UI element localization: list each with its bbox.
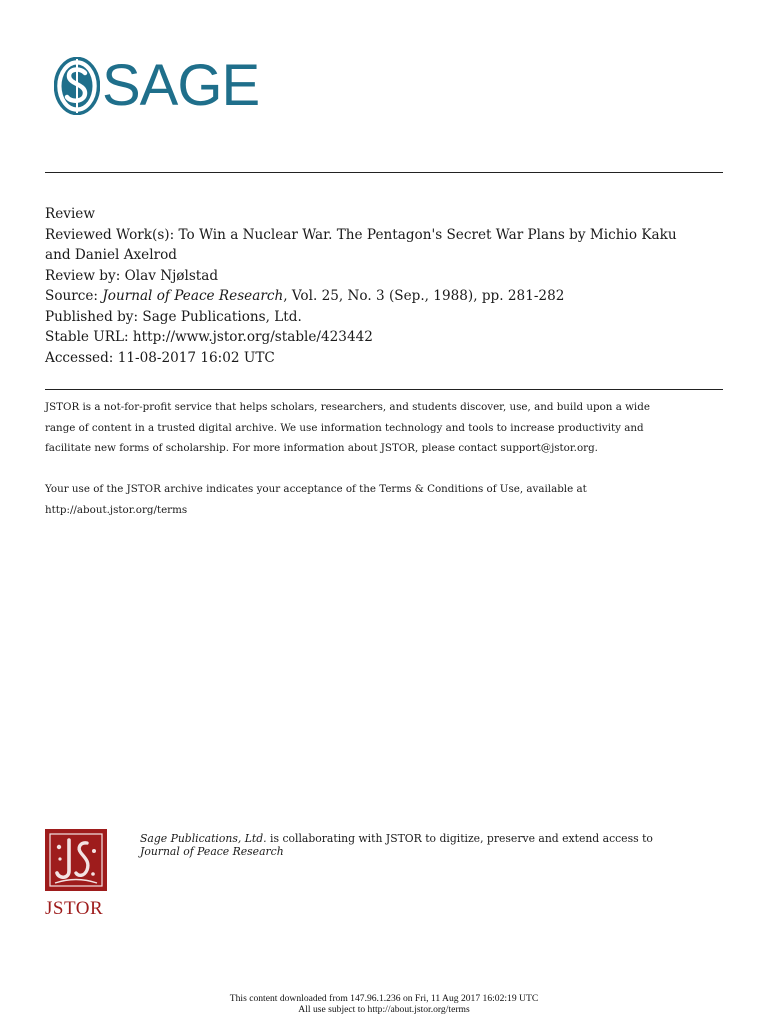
reviewed-works-title: To Win a Nuclear War. The Pentagon's Secret War Plans by Michio Kaku (178, 226, 677, 243)
collab-publisher: Sage Publications, Ltd. (140, 832, 267, 845)
notice-line: facilitate new forms of scholarship. For more information about JSTOR, please contact support@jstor.org. (45, 442, 598, 454)
footer-terms: All use subject to http://about.jstor.org/terms (298, 1004, 470, 1015)
sage-seal-icon (54, 57, 100, 115)
terms-link[interactable]: http://about.jstor.org/terms (45, 503, 188, 516)
source-label: Source: (45, 288, 103, 304)
accessed-date: Accessed: 11-08-2017 16:02 UTC (45, 349, 275, 366)
terms-notice: Your use of the JSTOR archive indicates your acceptance of the Terms & Conditions of Use, available at (45, 483, 587, 495)
download-footer (0, 993, 768, 1015)
citation-block (45, 204, 735, 368)
source-journal: Journal of Peace Research (102, 288, 284, 304)
collab-text: is collaborating with JSTOR to digitize, preserve and extend access to (266, 832, 653, 845)
jstor-emblem-icon (45, 829, 107, 891)
footer-download-info: This content downloaded from 147.96.1.236 on Fri, 11 Aug 2017 16:02:19 UTC (229, 993, 539, 1004)
review-by: Review by: Olav Njølstad (45, 267, 219, 284)
collaboration-statement (140, 833, 740, 858)
jstor-wordmark: JSTOR (45, 898, 104, 919)
reviewed-works-label: Reviewed Work(s): (45, 226, 179, 243)
notice-line: JSTOR is a not-for-profit service that helps scholars, researchers, and students discover, use, and build upon a wide (45, 401, 650, 413)
jstor-logo (45, 829, 107, 919)
sage-logo (54, 55, 259, 117)
middle-divider (45, 389, 723, 390)
stable-url[interactable]: Stable URL: http://www.jstor.org/stable/423442 (45, 329, 373, 345)
reviewed-works (45, 225, 735, 246)
notice-line: range of content in a trusted digital archive. We use information technology and tools to increase productivity and (45, 421, 644, 434)
sage-wordmark: SAGE (102, 53, 260, 118)
collab-journal: Journal of Peace Research (140, 844, 284, 858)
reviewed-works-authors: and Daniel Axelrod (45, 247, 177, 263)
jstor-notice (45, 397, 735, 520)
published-by: Published by: Sage Publications, Ltd. (45, 308, 302, 325)
citation-type: Review (45, 206, 95, 222)
source-details: , Vol. 25, No. 3 (Sep., 1988), pp. 281-282 (283, 288, 565, 304)
source (45, 286, 735, 307)
top-divider (45, 172, 723, 173)
